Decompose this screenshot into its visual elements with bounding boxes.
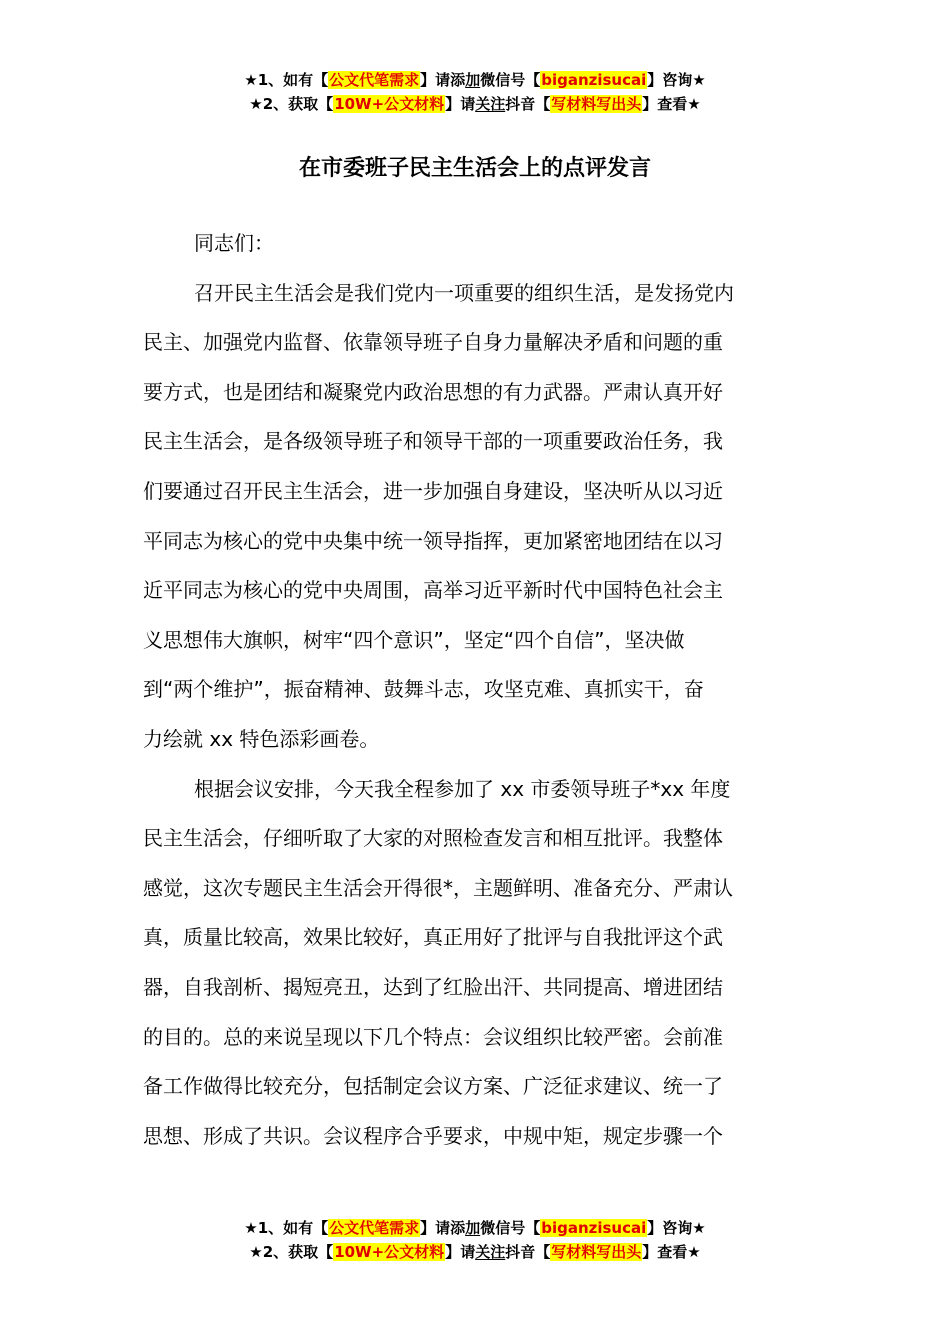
document-body xyxy=(143,219,807,1161)
promo-highlight: 公文代笔需求 xyxy=(329,71,420,89)
paragraph-line: 民主生活会，是各级领导班子和领导干部的一项重要政治任务，我 xyxy=(143,429,723,454)
promo-highlight: 公文代笔需求 xyxy=(329,1219,420,1237)
promo-highlight: 写材料写出头 xyxy=(551,1243,642,1261)
paragraph-line: 民主生活会，仔细听取了大家的对照检查发言和相互批评。我整体 xyxy=(143,826,723,851)
promo-text: 抖音【 xyxy=(505,1243,551,1261)
promo-text: 】查看★ xyxy=(642,1243,701,1261)
paragraph-line: 器，自我剖析、揭短亮丑，达到了红脸出汗、共同提高、增进团结 xyxy=(143,974,723,999)
promo-line-2 xyxy=(0,1240,950,1264)
promo-text: 】请添 xyxy=(420,71,466,89)
paragraph-line: 思想、形成了共识。会议程序合乎要求，中规中矩，规定步骤一个 xyxy=(143,1123,723,1148)
paragraph-line: 平同志为核心的党中央集中统一领导指挥，更加紧密地团结在以习 xyxy=(143,528,723,553)
promo-text: 微信号【 xyxy=(480,71,541,89)
promo-underlined-text: 关注 xyxy=(475,1243,506,1261)
promo-underlined-text: 加 xyxy=(465,71,481,89)
paragraph-1 xyxy=(143,269,807,765)
paragraph-line: 要方式，也是团结和凝聚党内政治思想的有力武器。严肃认真开好 xyxy=(143,379,723,404)
paragraph-line: 感觉，这次专题民主生活会开得很*，主题鲜明、准备充分、严肃认 xyxy=(143,875,733,900)
paragraph-line: 到“两个维护”，振奋精神、鼓舞斗志，攻坚克难、真抓实干，奋 xyxy=(143,677,704,702)
promo-line-1 xyxy=(0,1216,950,1240)
promo-text: 】咨询★ xyxy=(647,71,706,89)
paragraph-line: 民主、加强党内监督、依靠领导班子自身力量解决矛盾和问题的重 xyxy=(143,330,723,355)
paragraph-line: 根据会议安排，今天我全程参加了 xx 市委领导班子*xx 年度 xyxy=(194,776,731,801)
paragraph-line: 真，质量比较高，效果比较好，真正用好了批评与自我批评这个武 xyxy=(143,925,723,950)
paragraph-line: 备工作做得比较充分，包括制定会议方案、广泛征求建议、统一了 xyxy=(143,1074,723,1099)
promo-text: 】请 xyxy=(445,1243,476,1261)
promo-underlined-text: 加 xyxy=(465,1219,481,1237)
paragraph-line: 义思想伟大旗帜，树牢“四个意识”，坚定“四个自信”，坚决做 xyxy=(143,627,685,652)
promo-text: 】请添 xyxy=(420,1219,466,1237)
promo-text: ★2、获取【 xyxy=(249,1243,334,1261)
bottom-promo-banner xyxy=(0,1216,950,1264)
promo-text: ★2、获取【 xyxy=(249,95,334,113)
salutation: 同志们： xyxy=(194,231,274,255)
promo-highlight: 写材料写出头 xyxy=(551,95,642,113)
promo-highlight: 10W+公文材料 xyxy=(334,95,445,113)
promo-text: ★1、如有【 xyxy=(244,71,329,89)
paragraph-line: 近平同志为核心的党中央周围，高举习近平新时代中国特色社会主 xyxy=(143,578,723,603)
promo-underlined-text: 关注 xyxy=(475,95,506,113)
paragraph-line: 力绘就 xx 特色添彩画卷。 xyxy=(143,726,380,751)
paragraph-2 xyxy=(143,765,807,1162)
promo-line-1 xyxy=(0,68,950,92)
promo-text: 微信号【 xyxy=(480,1219,541,1237)
paragraph-line: 召开民主生活会是我们党内一项重要的组织生活，是发扬党内 xyxy=(194,280,734,305)
promo-text: 抖音【 xyxy=(505,95,551,113)
promo-text: ★1、如有【 xyxy=(244,1219,329,1237)
promo-line-2 xyxy=(0,92,950,116)
promo-highlight: biganzisucai xyxy=(541,1219,647,1237)
promo-text: 】请 xyxy=(445,95,476,113)
paragraph-line: 的目的。总的来说呈现以下几个特点：会议组织比较严密。会前准 xyxy=(143,1024,723,1049)
paragraph-line: 们要通过召开民主生活会，进一步加强自身建设，坚决听从以习近 xyxy=(143,478,723,503)
top-promo-banner xyxy=(0,68,950,116)
document-title: 在市委班子民主生活会上的点评发言 xyxy=(298,156,651,181)
promo-highlight: biganzisucai xyxy=(541,71,647,89)
promo-text: 】查看★ xyxy=(642,95,701,113)
promo-text: 】咨询★ xyxy=(647,1219,706,1237)
promo-highlight: 10W+公文材料 xyxy=(334,1243,445,1261)
